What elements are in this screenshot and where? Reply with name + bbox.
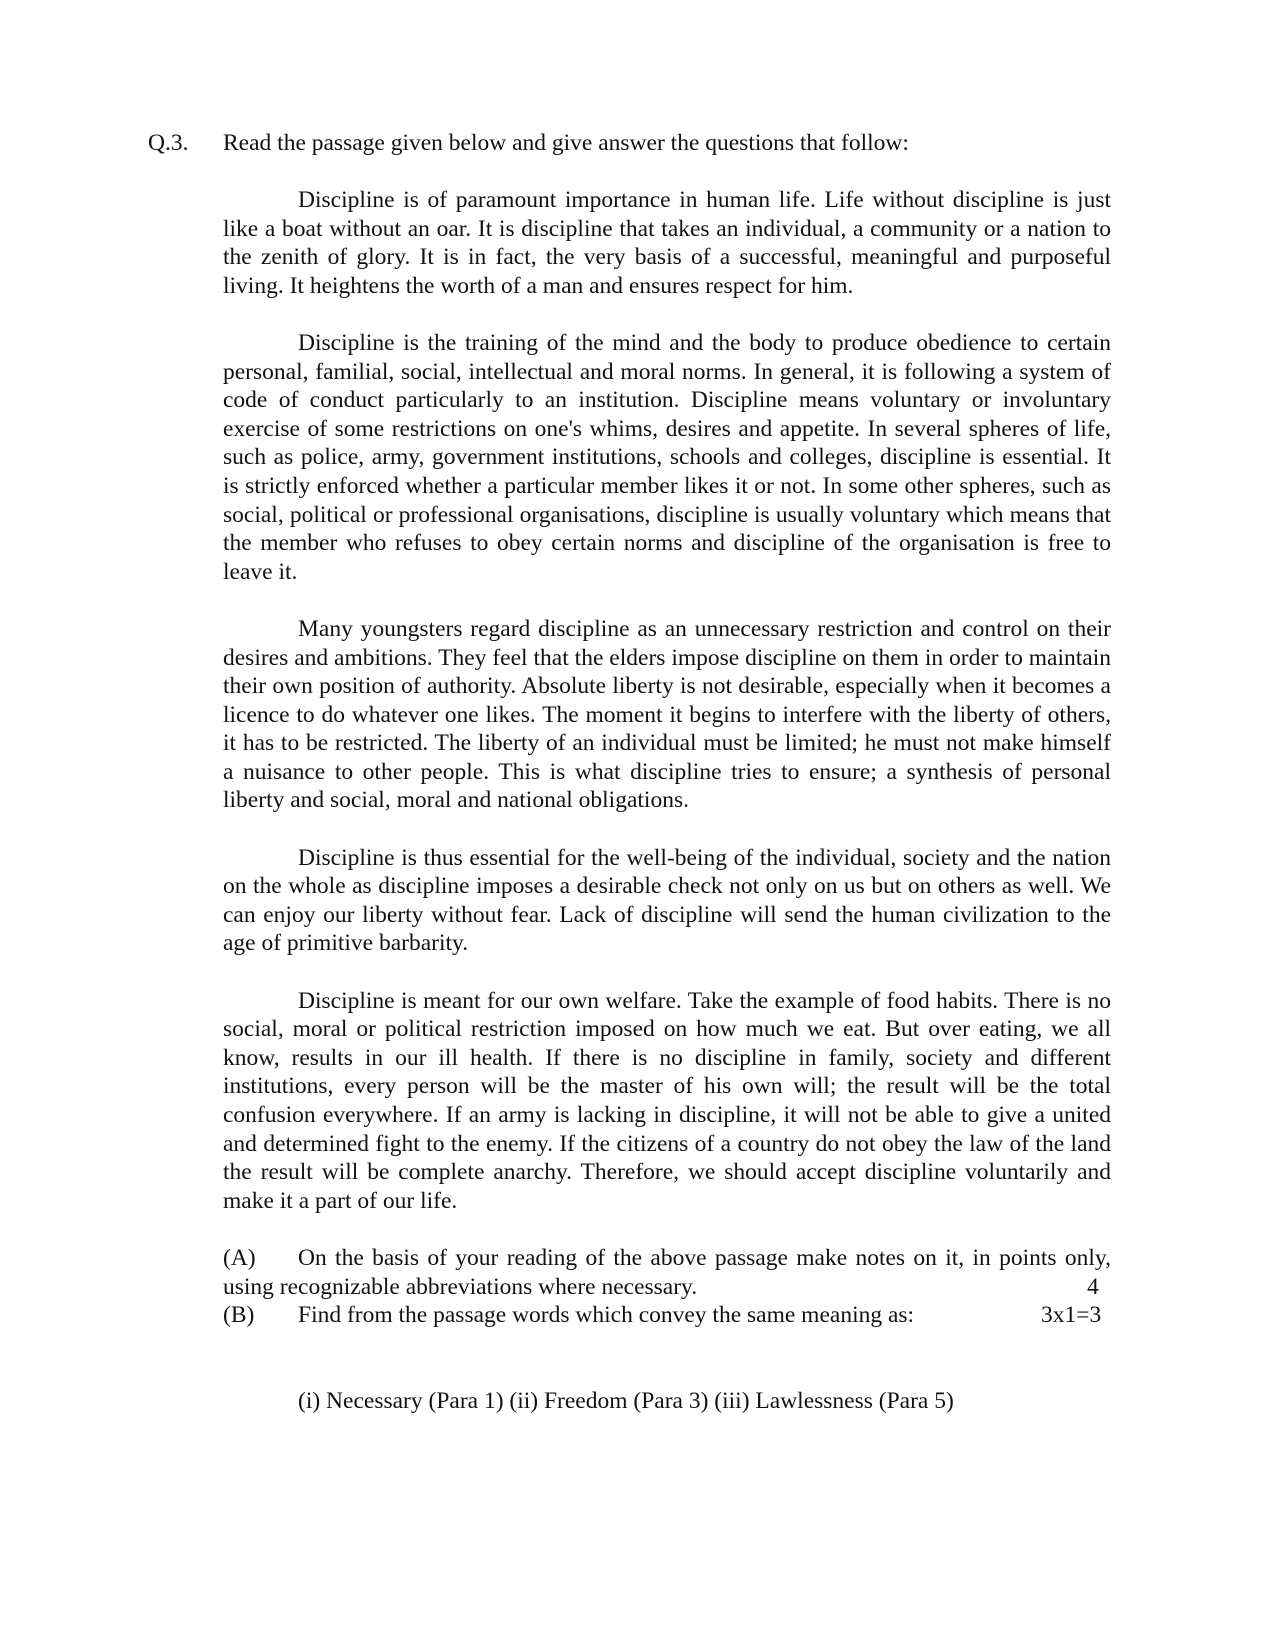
passage	[223, 186, 1111, 1244]
part-b-label: (B)	[223, 1302, 255, 1328]
part-a-label: (A)	[223, 1245, 256, 1271]
passage-paragraph-1: Discipline is of paramount importance in human life. Life without discipline is just like a boat without an oar. It is discipline that takes an individual, a community or a nation to the zenith of glory. It is in fact, the very basis of a successful, meaningful and purposeful living. It heightens the worth of a man and ensures respect for him.	[223, 187, 1111, 299]
part-a-marks: 4	[1087, 1273, 1099, 1300]
passage-paragraph-4: Discipline is thus essential for the well-being of the individual, society and the nation on the whole as discipline imposes a desirable check not only on us but on others as well. We can enjoy our liberty without fear. Lack of discipline will send the human civilization to the age of primitive barbarity.	[223, 844, 1111, 957]
part-b-marks: 3x1=3	[1041, 1302, 1102, 1328]
question-part-a	[223, 1244, 1111, 1301]
part-b-text: Find from the passage words which convey the same meaning as:	[298, 1302, 915, 1328]
part-a-text: On the basis of your reading of the above passage make notes on it, in points only, using recognizable abbreviations where necessary.	[223, 1245, 1111, 1300]
passage-paragraph-5: Discipline is meant for our own welfare. Take the example of food habits. There is no social, moral or political restriction imposed on how much we eat. But over eating, we all know, results in our ill health. If there is no discipline in family, society and different institutions, every person will be the master of his own will; the result will be the total confusion everywhere. If an army is lacking in discipline, it will not be able to give a united and determined fight to the enemy. If the citizens of a country do not obey the law of the land the result will be complete anarchy. Therefore, we should accept discipline voluntarily and make it a part of our life.	[223, 987, 1111, 1214]
question-number: Q.3.	[148, 130, 189, 156]
passage-paragraph-2: Discipline is the training of the mind and the body to produce obedience to certain personal, familial, social, intellectual and moral norms. In general, it is following a system of code of conduct particularly to an institution. Discipline means voluntary or involuntary exercise of some restrictions on one's whims, desires and appetite. In several spheres of life, such as police, army, government institutions, schools and colleges, discipline is essential. It is strictly enforced whether a particular member likes it or not. In some other spheres, such as social, political or professional organisations, discipline is usually voluntary which means that the member who refuses to obey certain norms and discipline of the organisation is free to leave it.	[223, 329, 1111, 585]
part-b-words: (i) Necessary (Para 1) (ii) Freedom (Para 3) (iii) Lawlessness (Para 5)	[298, 1388, 954, 1414]
question-instruction: Read the passage given below and give answer the questions that follow:	[223, 130, 909, 156]
passage-paragraph-3: Many youngsters regard discipline as an unnecessary restriction and control on their desires and ambitions. They feel that the elders impose discipline on them in order to maintain their own position of authority. Absolute liberty is not desirable, especially when it becomes a licence to do whatever one likes. The moment it begins to interfere with the liberty of others, it has to be restricted. The liberty of an individual must be limited; he must not make himself a nuisance to other people. This is what discipline tries to ensure; a synthesis of personal liberty and social, moral and national obligations.	[223, 615, 1111, 814]
